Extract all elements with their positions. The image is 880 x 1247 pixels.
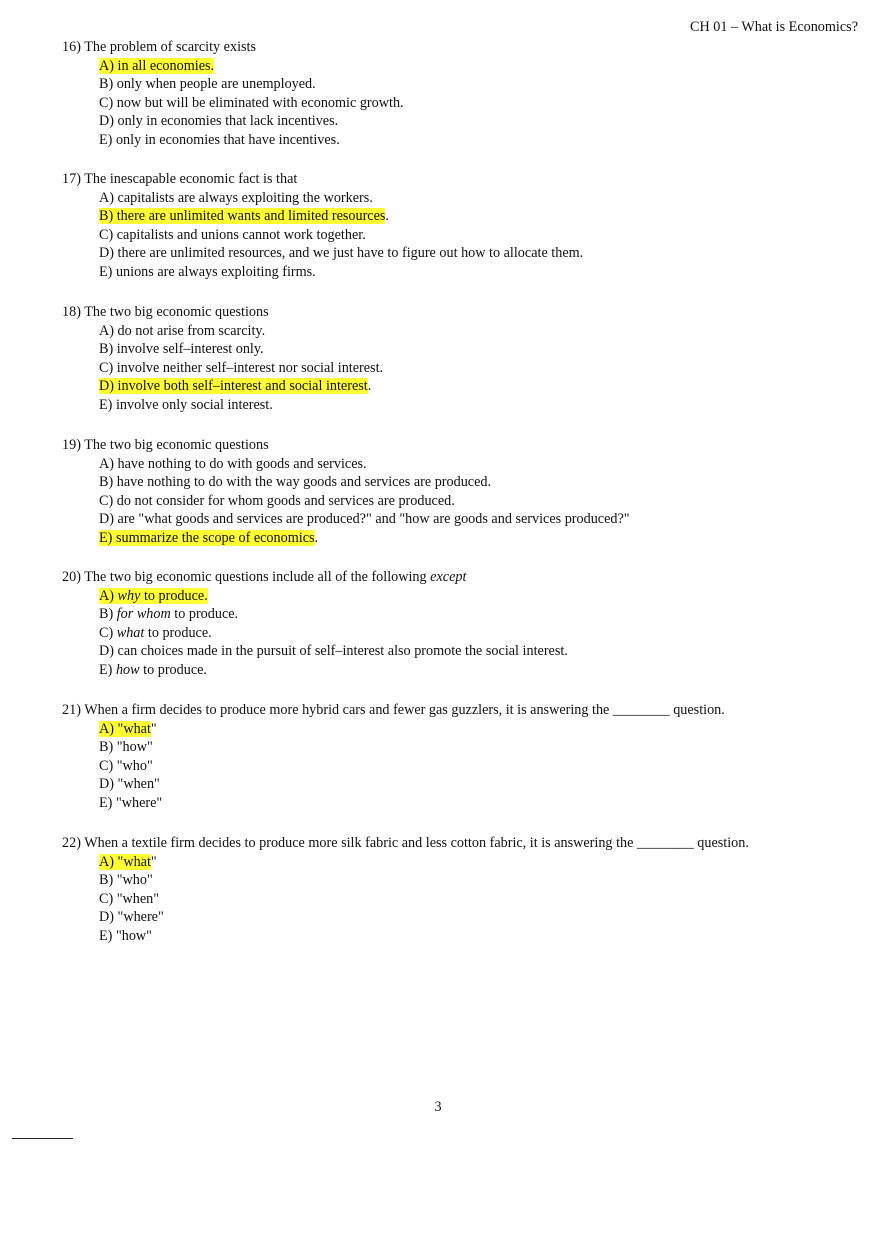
question-16	[62, 38, 862, 149]
option-b: B) involve self–interest only.	[99, 341, 264, 357]
option-d: D) only in economies that lack incentives.	[99, 113, 339, 129]
highlighted-answer: A) "what	[99, 853, 151, 870]
option-e: E) "how"	[99, 927, 152, 944]
option-c: C) capitalists and unions cannot work together.	[99, 226, 366, 243]
emphasis-text: except	[430, 569, 467, 585]
question-text: The two big economic questions	[84, 304, 269, 320]
question-text: When a firm decides to produce more hybrid cars and fewer gas guzzlers, it is answering the ________ question.	[84, 702, 725, 718]
option-d: D) "when"	[99, 776, 160, 792]
highlighted-answer: A) in all economies.	[99, 57, 215, 74]
option-b: B) have nothing to do with the way goods and services are produced.	[99, 474, 492, 490]
highlighted-answer: A) "what	[99, 720, 151, 737]
option-a	[62, 587, 862, 606]
question-text: When a textile firm decides to produce more silk fabric and less cotton fabric, it is answering the ________ question.	[84, 835, 749, 851]
question-number: 22)	[62, 835, 81, 851]
option-e: E) involve only social interest.	[99, 396, 273, 413]
question-number: 19)	[62, 437, 81, 453]
option-c: C) now but will be eliminated with economic growth.	[99, 94, 404, 111]
option-d: D) can choices made in the pursuit of self–interest also promote the social interest.	[99, 643, 568, 659]
option-b: B) "who"	[99, 872, 153, 888]
option-a: A) "what"	[99, 853, 157, 870]
question-stem	[62, 303, 862, 322]
question-number: 17)	[62, 171, 81, 187]
question-21	[62, 701, 862, 812]
option-c: C) what to produce.	[99, 624, 212, 641]
option-a: A) have nothing to do with goods and services.	[99, 455, 367, 472]
option-d: D) there are unlimited resources, and we just have to figure out how to allocate them.	[99, 245, 584, 261]
question-number: 20)	[62, 569, 81, 585]
question-number: 16)	[62, 39, 81, 55]
question-stem	[62, 436, 862, 455]
option-a: A) do not arise from scarcity.	[99, 322, 266, 339]
page-header: CH 01 – What is Economics?	[690, 19, 858, 35]
option-c: C) "when"	[99, 890, 160, 907]
option-a	[62, 57, 862, 76]
option-e: E) how to produce.	[99, 661, 207, 678]
question-number: 18)	[62, 304, 81, 320]
option-e: E) unions are always exploiting firms.	[99, 263, 316, 280]
question-text: The problem of scarcity exists	[84, 39, 256, 55]
highlighted-answer: A) why to produce.	[99, 587, 208, 604]
question-text: The two big economic questions include all of the following	[84, 569, 427, 585]
question-number: 21)	[62, 702, 81, 718]
question-stem	[62, 701, 862, 720]
highlighted-answer: D) involve both self–interest and social interest	[99, 378, 368, 394]
option-b: B) only when people are unemployed.	[99, 76, 316, 92]
option-d: D) involve both self–interest and social interest.	[99, 378, 372, 394]
question-text: The inescapable economic fact is that	[84, 171, 298, 187]
question-text: The two big economic questions	[84, 437, 269, 453]
question-22	[62, 834, 862, 945]
question-stem	[62, 38, 862, 57]
option-b: B) "how"	[99, 739, 153, 755]
option-e: E) only in economies that have incentives.	[99, 131, 340, 148]
question-20	[62, 568, 862, 679]
question-19	[62, 436, 862, 547]
option-e: E) summarize the scope of economics.	[99, 529, 319, 546]
question-17	[62, 170, 862, 281]
option-b: B) there are unlimited wants and limited resources.	[99, 208, 389, 224]
page-number: 3	[434, 1099, 442, 1115]
highlighted-answer: B) there are unlimited wants and limited resources	[99, 208, 386, 224]
option-d: D) are "what goods and services are produced?" and "how are goods and services produced?"	[99, 511, 630, 527]
footnote-divider	[12, 1138, 73, 1139]
option-a: A) capitalists are always exploiting the workers.	[99, 189, 373, 206]
option-c: C) "who"	[99, 757, 153, 774]
highlighted-answer: E) summarize the scope of economics	[99, 529, 315, 546]
option-d: D) "where"	[99, 909, 164, 925]
question-stem	[62, 170, 862, 189]
option-a: A) "what"	[99, 720, 157, 737]
option-b: B) for whom to produce.	[99, 606, 239, 622]
question-stem	[62, 834, 862, 853]
option-e: E) "where"	[99, 794, 163, 811]
option-c: C) do not consider for whom goods and services are produced.	[99, 492, 455, 509]
question-18	[62, 303, 862, 414]
question-stem	[62, 568, 862, 587]
option-c: C) involve neither self–interest nor social interest.	[99, 359, 384, 376]
